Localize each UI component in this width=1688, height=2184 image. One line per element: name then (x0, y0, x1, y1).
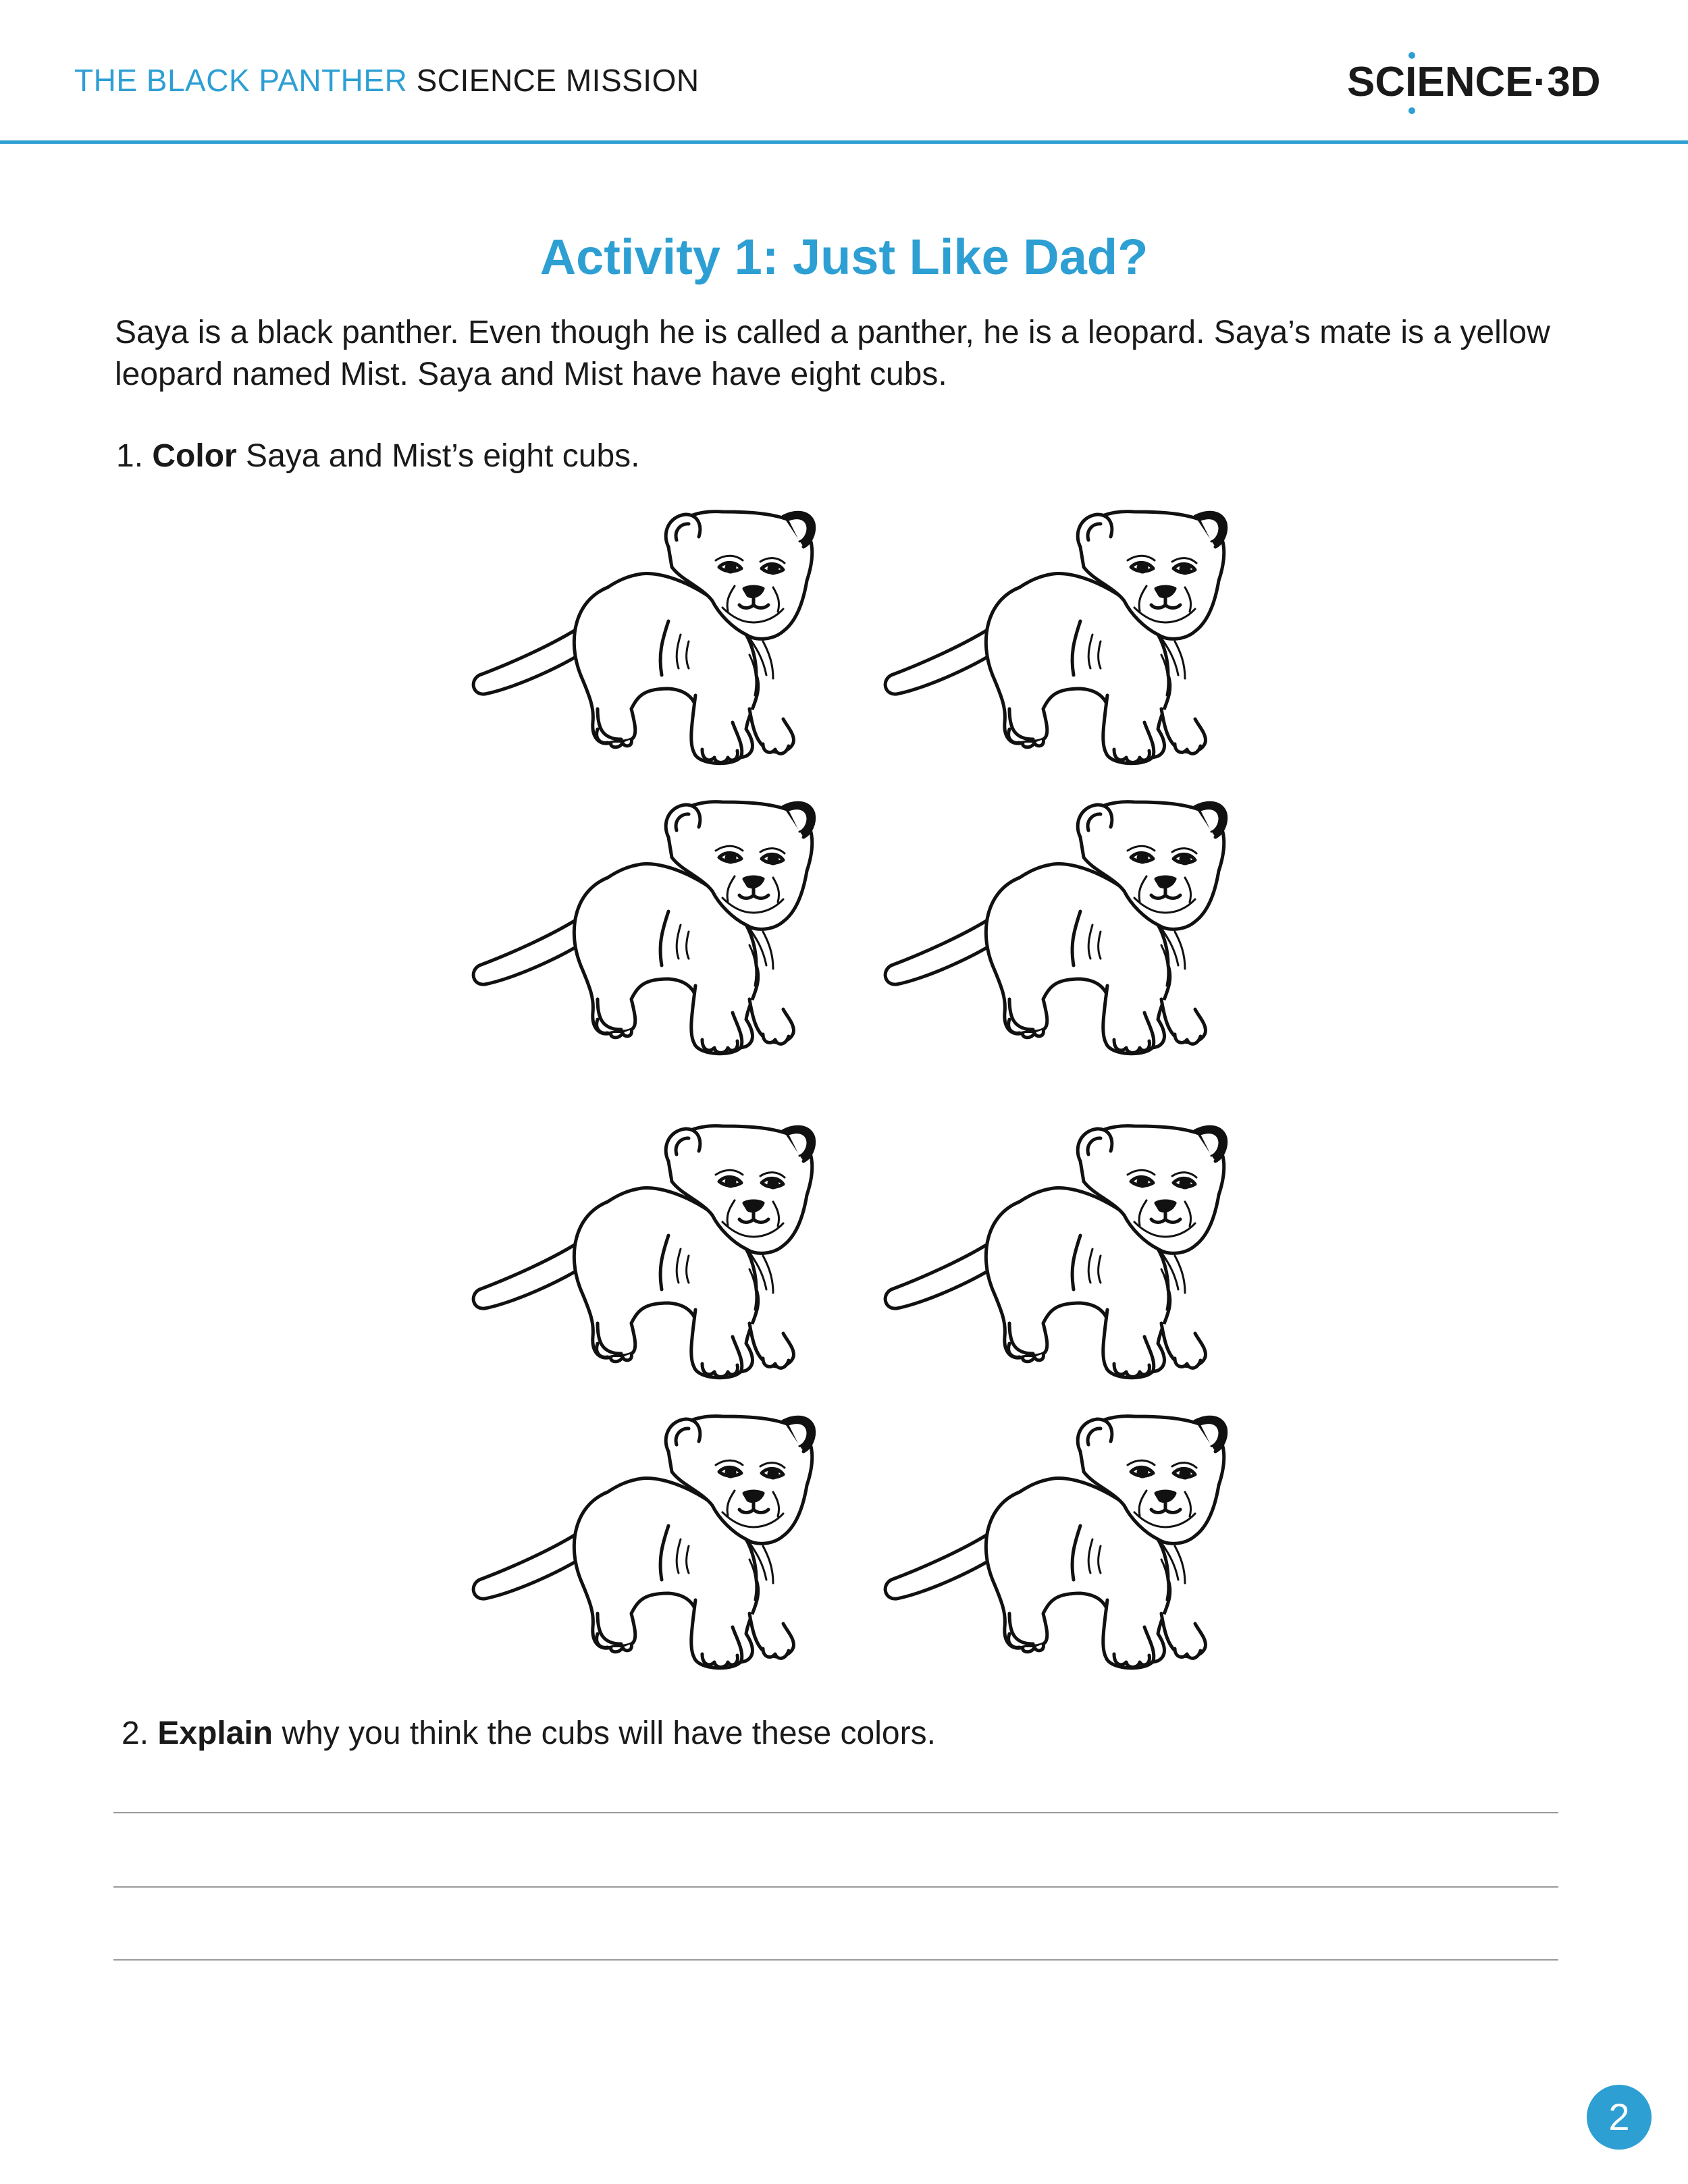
question-1 (116, 437, 639, 475)
intro-line-2: leopard named Mist. Saya and Mist have have eight cubs. (115, 356, 947, 392)
question-1-verb: Color (152, 438, 237, 474)
question-2-number: 2. (122, 1715, 149, 1751)
question-2-text: why you think the cubs will have these colors. (282, 1715, 936, 1751)
header-title (74, 62, 700, 99)
answer-line[interactable] (113, 1812, 1558, 1813)
panther-cub-icon[interactable] (878, 797, 1263, 1060)
intro-line-1: Saya is a black panther. Even though he is called a panther, he is a leopard. Saya’s mate is a yellow (115, 315, 1550, 350)
header-title-rest: SCIENCE MISSION (416, 63, 700, 98)
panther-cub-icon[interactable] (878, 1121, 1263, 1384)
header-title-accent: THE BLACK PANTHER (74, 63, 408, 98)
logo-text: SCIENCE·3D (1347, 59, 1601, 105)
answer-line[interactable] (113, 1886, 1558, 1888)
question-1-text: Saya and Mist’s eight cubs. (246, 438, 640, 474)
question-2-verb: Explain (157, 1715, 273, 1751)
question-2 (122, 1715, 936, 1752)
header-divider (0, 140, 1688, 144)
panther-cub-icon[interactable] (878, 1411, 1263, 1674)
question-1-number: 1. (116, 438, 144, 474)
activity-title: Activity 1: Just Like Dad? (539, 229, 1149, 285)
panther-cub-icon[interactable] (466, 1411, 851, 1674)
panther-cub-icon[interactable] (878, 506, 1263, 770)
page-number-badge: 2 (1587, 2085, 1652, 2150)
science3d-logo (1347, 41, 1604, 122)
panther-cub-icon[interactable] (466, 797, 851, 1060)
activity-intro (115, 312, 1580, 396)
panther-cub-icon[interactable] (466, 506, 851, 770)
answer-line[interactable] (113, 1959, 1558, 1961)
page-header (0, 0, 1688, 143)
panther-cub-icon[interactable] (466, 1121, 851, 1384)
